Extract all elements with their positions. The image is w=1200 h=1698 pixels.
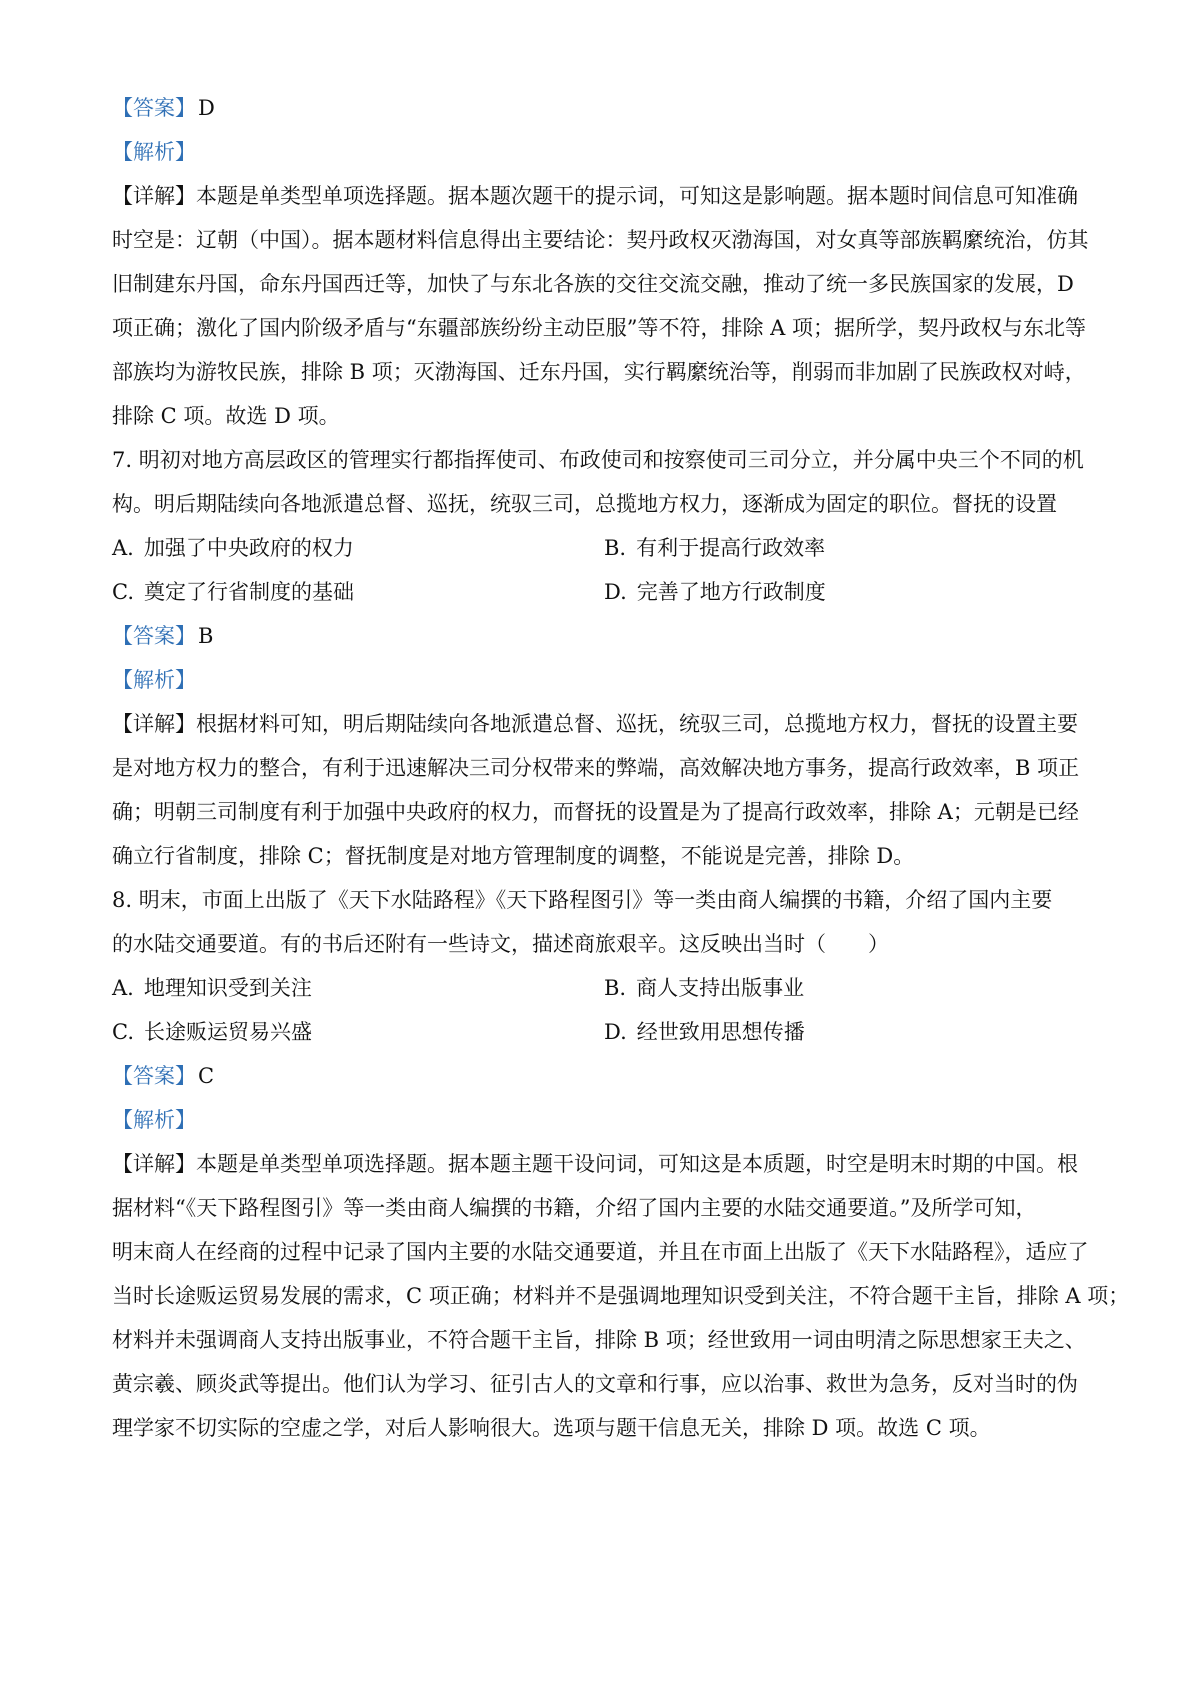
q7-option-d xyxy=(604,579,826,605)
q6-detail-line: 项正确；激化了国内阶级矛盾与“东疆部族纷纷主动臣服”等不符，排除 A 项；据所学，契丹政权与东北等 xyxy=(112,316,1086,340)
q7-analysis-tag xyxy=(112,667,196,693)
option-letter: D. xyxy=(604,1020,627,1044)
q7-option-a xyxy=(112,535,354,561)
analysis-tag: 【解析】 xyxy=(112,140,196,164)
answer-value: D xyxy=(198,96,215,120)
option-letter: B. xyxy=(604,976,627,1000)
q8-answer xyxy=(112,1063,214,1089)
q8-detail-line: 【详解】本题是单类型单项选择题。据本题主题干设问词，可知这是本质题，时空是明末时期的中国。根 xyxy=(112,1152,1078,1176)
q6-detail-line: 【详解】本题是单类型单项选择题。据本题次题干的提示词，可知这是影响题。据本题时间信息可知准确 xyxy=(112,184,1078,208)
option-text: 商人支持出版事业 xyxy=(636,976,805,1000)
answer-tag: 【答案】 xyxy=(112,1064,196,1088)
option-text: 加强了中央政府的权力 xyxy=(143,536,354,560)
q8-detail-line: 当时长途贩运贸易发展的需求，C 项正确；材料并不是强调地理知识受到关注，不符合题干主旨，排除 A 项； xyxy=(112,1284,1130,1308)
option-letter: C. xyxy=(112,580,134,604)
q8-detail-line: 据材料“《天下路程图引》等一类由商人编撰的书籍，介绍了国内主要的水陆交通要道。”及所学可知， xyxy=(112,1196,1037,1220)
q8-stem-line: 的水陆交通要道。有的书后还附有一些诗文，描述商旅艰辛。这反映出当时（ ） xyxy=(112,932,889,956)
q6-detail-line: 旧制建东丹国，命东丹国西迁等，加快了与东北各族的交往交流交融，推动了统一多民族国家的发展，D xyxy=(112,272,1074,296)
answer-value: C xyxy=(198,1064,215,1088)
q7-detail-line: 确立行省制度，排除 C；督抚制度是对地方管理制度的调整，不能说是完善，排除 D。 xyxy=(112,844,915,868)
q8-detail-line: 明末商人在经商的过程中记录了国内主要的水陆交通要道，并且在市面上出版了《天下水陆路程》，适应了 xyxy=(112,1240,1089,1264)
q7-detail-line: 【详解】根据材料可知，明后期陆续向各地派遣总督、巡抚，统驭三司，总揽地方权力，督抚的设置主要 xyxy=(112,712,1078,736)
analysis-tag: 【解析】 xyxy=(112,1108,196,1132)
option-text: 有利于提高行政效率 xyxy=(636,536,826,560)
q8-option-a xyxy=(112,975,312,1001)
q8-detail-line: 理学家不切实际的空虚之学，对后人影响很大。选项与题干信息无关，排除 D 项。故选 C 项。 xyxy=(112,1416,991,1440)
q7-stem-line: 7. 明初对地方高层政区的管理实行都指挥使司、布政使司和按察使司三司分立，并分属中央三个不同的机 xyxy=(112,448,1084,472)
q8-detail-line: 材料并未强调商人支持出版事业，不符合题干主旨，排除 B 项；经世致用一词由明清之际思想家王夫之、 xyxy=(112,1328,1086,1352)
q8-option-d xyxy=(604,1019,805,1045)
option-letter: C. xyxy=(112,1020,134,1044)
q7-option-c xyxy=(112,579,354,605)
q6-answer xyxy=(112,95,215,121)
option-text: 奠定了行省制度的基础 xyxy=(144,580,354,604)
option-letter: B. xyxy=(604,536,627,560)
q8-stem-line: 8. 明末，市面上出版了《天下水陆路程》《天下路程图引》等一类由商人编撰的书籍，介绍了国内主要 xyxy=(112,888,1053,912)
analysis-tag: 【解析】 xyxy=(112,668,196,692)
option-letter: A. xyxy=(112,976,134,1000)
option-letter: A. xyxy=(112,536,134,560)
option-text: 地理知识受到关注 xyxy=(143,976,312,1000)
q7-stem-line: 构。明后期陆续向各地派遣总督、巡抚，统驭三司，总揽地方权力，逐渐成为固定的职位。督抚的设置 xyxy=(112,492,1057,516)
q8-option-c xyxy=(112,1019,312,1045)
answer-tag: 【答案】 xyxy=(112,624,196,648)
answer-tag: 【答案】 xyxy=(112,96,196,120)
q6-analysis-tag xyxy=(112,139,196,165)
q6-detail-line: 时空是：辽朝（中国）。据本题材料信息得出主要结论：契丹政权灭渤海国，对女真等部族羁縻统治，仿其 xyxy=(112,228,1089,252)
option-letter: D. xyxy=(604,580,627,604)
q6-detail-line: 部族均为游牧民族，排除 B 项；灭渤海国、迁东丹国，实行羁縻统治等，削弱而非加剧了民族政权对峙， xyxy=(112,360,1086,384)
option-text: 长途贩运贸易兴盛 xyxy=(144,1020,312,1044)
q8-detail-line: 黄宗羲、顾炎武等提出。他们认为学习、征引古人的文章和行事，应以治事、救世为急务，反对当时的伪 xyxy=(112,1372,1078,1396)
q7-detail-line: 是对地方权力的整合，有利于迅速解决三司分权带来的弊端，高效解决地方事务，提高行政效率，B 项正 xyxy=(112,756,1080,780)
option-text: 完善了地方行政制度 xyxy=(636,580,826,604)
q6-detail-line: 排除 C 项。故选 D 项。 xyxy=(112,404,340,428)
q7-detail-line: 确；明朝三司制度有利于加强中央政府的权力，而督抚的设置是为了提高行政效率，排除 A；元朝是已经 xyxy=(112,800,1079,824)
option-text: 经世致用思想传播 xyxy=(636,1020,805,1044)
q7-option-b xyxy=(604,535,825,561)
q8-option-b xyxy=(604,975,804,1001)
answer-value: B xyxy=(198,624,214,648)
q8-analysis-tag xyxy=(112,1107,196,1133)
q7-answer xyxy=(112,623,213,649)
